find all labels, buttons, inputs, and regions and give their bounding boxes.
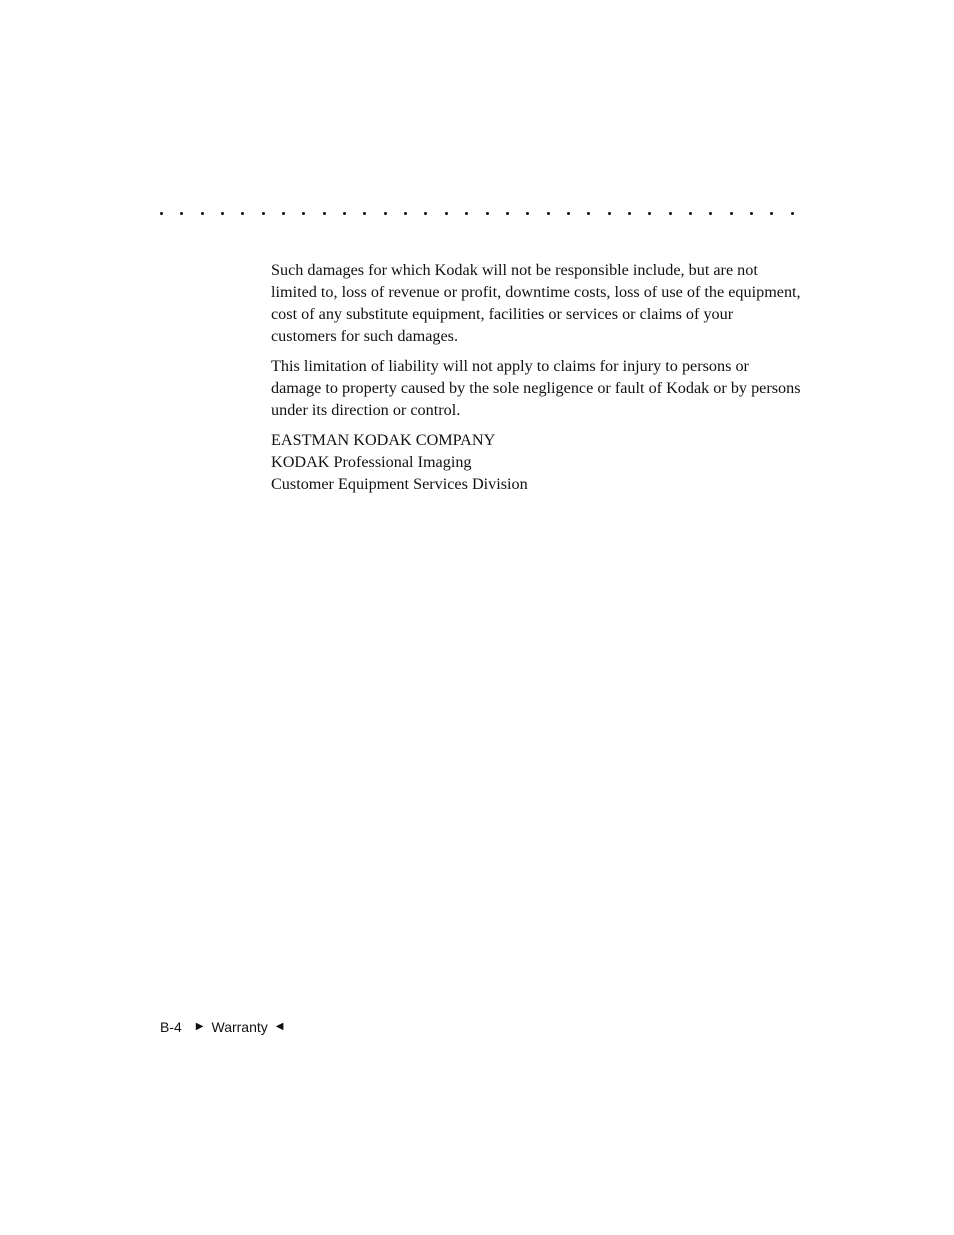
section-title: Warranty <box>211 1019 268 1035</box>
body-text <box>271 259 801 495</box>
triangle-right-icon: ▶ <box>195 1021 204 1032</box>
page-number: B-4 <box>160 1019 182 1035</box>
address-line-company: EASTMAN KODAK COMPANY <box>271 431 496 449</box>
page-footer <box>160 1017 283 1037</box>
company-address <box>271 429 801 495</box>
paragraph-liability: This limitation of liability will not apply to claims for injury to persons or damage to property caused by the sole negligence or fault of Kodak or by persons under its direction or control. <box>271 357 801 419</box>
address-line-division: KODAK Professional Imaging <box>271 453 472 471</box>
address-line-services: Customer Equipment Services Division <box>271 475 528 493</box>
dotted-rule <box>160 209 794 217</box>
paragraph-damages: Such damages for which Kodak will not be responsible include, but are not limited to, loss of revenue or profit, downtime costs, loss of use of the equipment, cost of any substitute equipment, facilities or services or claims of your customers for such damages. <box>271 261 801 345</box>
triangle-left-icon: ◀ <box>275 1021 284 1032</box>
